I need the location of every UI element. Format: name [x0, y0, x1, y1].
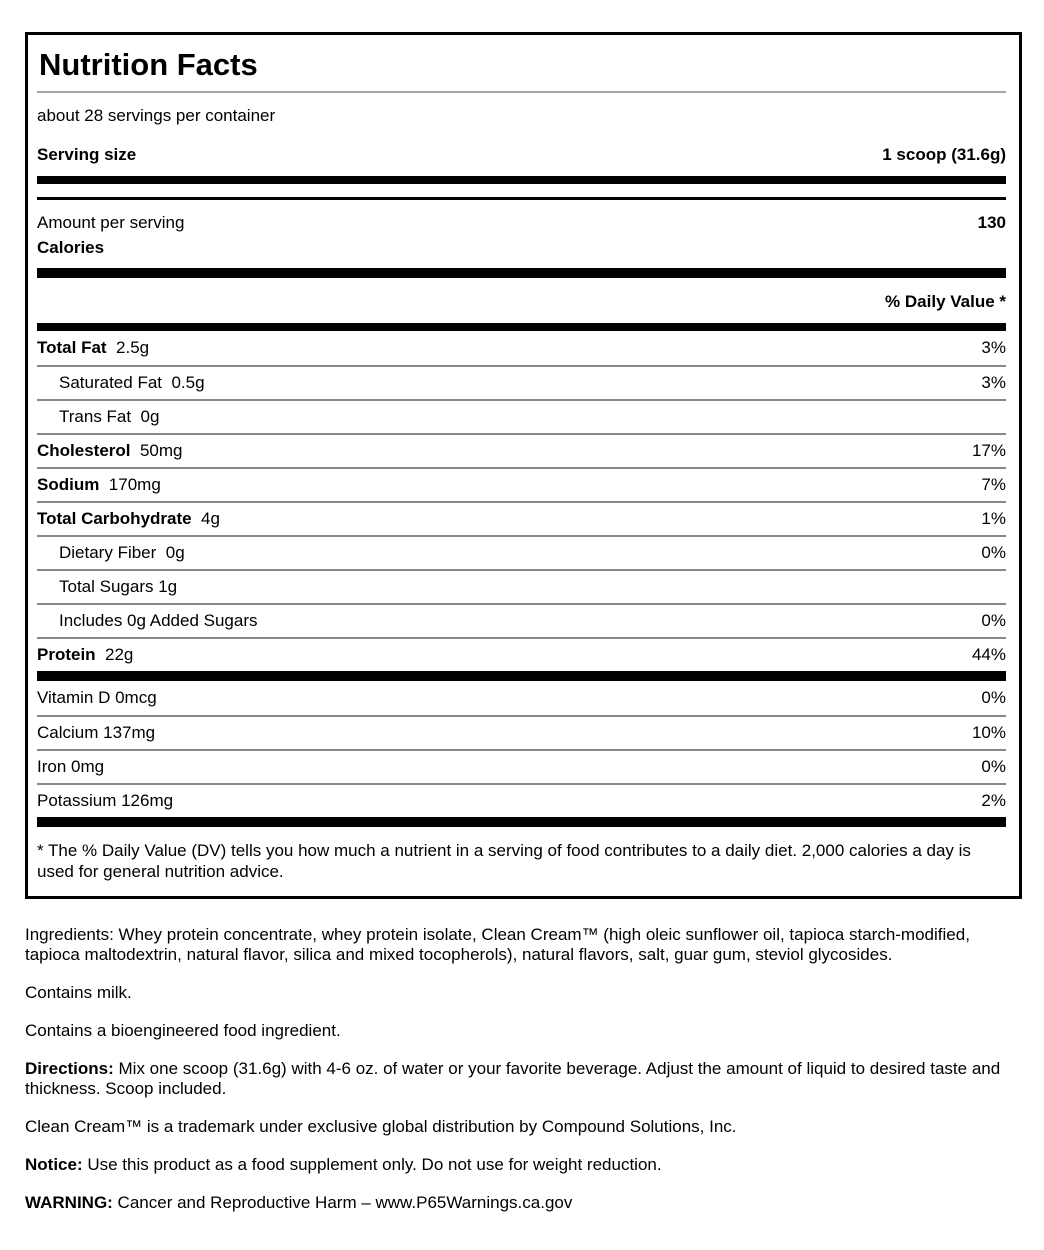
nutrient-dv: 0% — [981, 611, 1006, 630]
nutrient-dv: 3% — [981, 373, 1006, 392]
thick-bar — [37, 268, 1006, 278]
amount-per-serving-row — [37, 200, 1006, 231]
serving-size-value: 1 scoop (31.6g) — [882, 145, 1006, 164]
nutrient-amount: 4g — [191, 509, 220, 528]
nutrient-amount: Trans Fat 0g — [59, 407, 160, 426]
nutrient-dv: 44% — [971, 645, 1006, 664]
amount-per-serving-label: Amount per serving — [37, 213, 185, 232]
thick-bar — [37, 671, 1006, 681]
micronutrient-row-potassium — [37, 783, 1006, 817]
nutrient-name: Cholesterol — [37, 441, 131, 460]
nutrient-row-added-sugars — [37, 603, 1006, 637]
notice-paragraph — [25, 1155, 1022, 1175]
nutrient-dv: 1% — [981, 509, 1006, 528]
micronutrient-dv: 2% — [981, 791, 1006, 810]
nutrient-name: Total Fat — [37, 338, 107, 357]
nutrient-amount: Includes 0g Added Sugars — [59, 611, 258, 630]
nutrient-amount: 22g — [95, 645, 134, 664]
supplement-info — [25, 899, 1022, 1213]
directions-paragraph — [25, 1059, 1022, 1099]
thick-bar — [37, 176, 1006, 184]
nutrient-row-protein — [37, 637, 1006, 671]
nutrition-facts-panel — [25, 32, 1022, 899]
nutrient-amount: Total Sugars 1g — [59, 577, 178, 596]
daily-value-header: % Daily Value * — [885, 292, 1006, 311]
spacer — [37, 184, 1006, 197]
nutrient-row-total-carbohydrate — [37, 501, 1006, 535]
nutrient-row-dietary-fiber — [37, 535, 1006, 569]
ingredients-paragraph: Ingredients: Whey protein concentrate, whey protein isolate, Clean Cream™ (high oleic sunflower oil, tapioca starch-modified, tapioca maltodextrin, natural flavor, silica and mixed tocopherols), natural flavors, salt, guar gum, steviol glycosides. — [25, 925, 970, 964]
nutrient-dv: 17% — [971, 441, 1006, 460]
nutrient-name: Total Carbohydrate — [37, 509, 192, 528]
serving-size-label: Serving size — [37, 145, 137, 164]
nutrient-row-total-sugars — [37, 569, 1006, 603]
directions-text: Mix one scoop (31.6g) with 4-6 oz. of water or your favorite beverage. Adjust the amount of liquid to desired taste and thickness. Scoop included. — [25, 1059, 1001, 1098]
micronutrient-dv: 0% — [981, 757, 1006, 776]
micronutrient-row-calcium — [37, 715, 1006, 749]
calories-label: Calories — [37, 238, 105, 257]
micronutrient-dv: 0% — [981, 688, 1006, 707]
micronutrient-row-vitamin-d — [37, 681, 1006, 715]
calories-value: 130 — [977, 213, 1006, 232]
bioengineered-paragraph: Contains a bioengineered food ingredient. — [25, 1021, 341, 1040]
directions-label: Directions: — [25, 1059, 114, 1078]
micronutrient-name: Vitamin D 0mcg — [37, 688, 157, 707]
nutrient-dv: 7% — [981, 475, 1006, 494]
notice-label: Notice: — [25, 1155, 83, 1174]
notice-text: Use this product as a food supplement only. Do not use for weight reduction. — [82, 1155, 662, 1174]
trademark-paragraph: Clean Cream™ is a trademark under exclusive global distribution by Compound Solutions, Inc. — [25, 1117, 737, 1136]
nutrient-name: Protein — [37, 645, 96, 664]
thick-bar — [37, 817, 1006, 827]
nutrient-dv: 3% — [981, 338, 1006, 357]
nutrient-name: Sodium — [37, 475, 100, 494]
warning-text: Cancer and Reproductive Harm – www.P65Warnings.ca.gov — [112, 1193, 573, 1212]
micronutrient-dv: 10% — [971, 723, 1006, 742]
warning-paragraph — [25, 1193, 1022, 1213]
nutrient-amount: Dietary Fiber 0g — [59, 543, 185, 562]
daily-value-footnote: * The % Daily Value (DV) tells you how much a nutrient in a serving of food contributes to a daily diet. 2,000 calories a day is used for general nutrition advice. — [37, 841, 971, 881]
nutrient-row-saturated-fat — [37, 365, 1006, 399]
micronutrient-row-iron — [37, 749, 1006, 783]
micronutrient-name: Potassium 126mg — [37, 791, 174, 810]
micronutrient-name: Iron 0mg — [37, 757, 105, 776]
servings-per-container: about 28 servings per container — [37, 106, 276, 125]
panel-title: Nutrition Facts — [39, 47, 258, 82]
nutrient-dv: 0% — [981, 543, 1006, 562]
nutrient-row-cholesterol — [37, 433, 1006, 467]
nutrient-amount: 50mg — [130, 441, 183, 460]
nutrient-amount: 170mg — [99, 475, 161, 494]
micronutrient-name: Calcium 137mg — [37, 723, 156, 742]
nutrient-amount: Saturated Fat 0.5g — [59, 373, 205, 392]
nutrient-row-trans-fat — [37, 399, 1006, 433]
contains-milk-paragraph: Contains milk. — [25, 983, 132, 1002]
nutrient-row-total-fat — [37, 331, 1006, 365]
warning-label: WARNING: — [25, 1193, 113, 1212]
serving-size-row — [37, 137, 1006, 176]
thick-bar — [37, 323, 1006, 331]
nutrient-amount: 2.5g — [106, 338, 150, 357]
nutrient-row-sodium — [37, 467, 1006, 501]
